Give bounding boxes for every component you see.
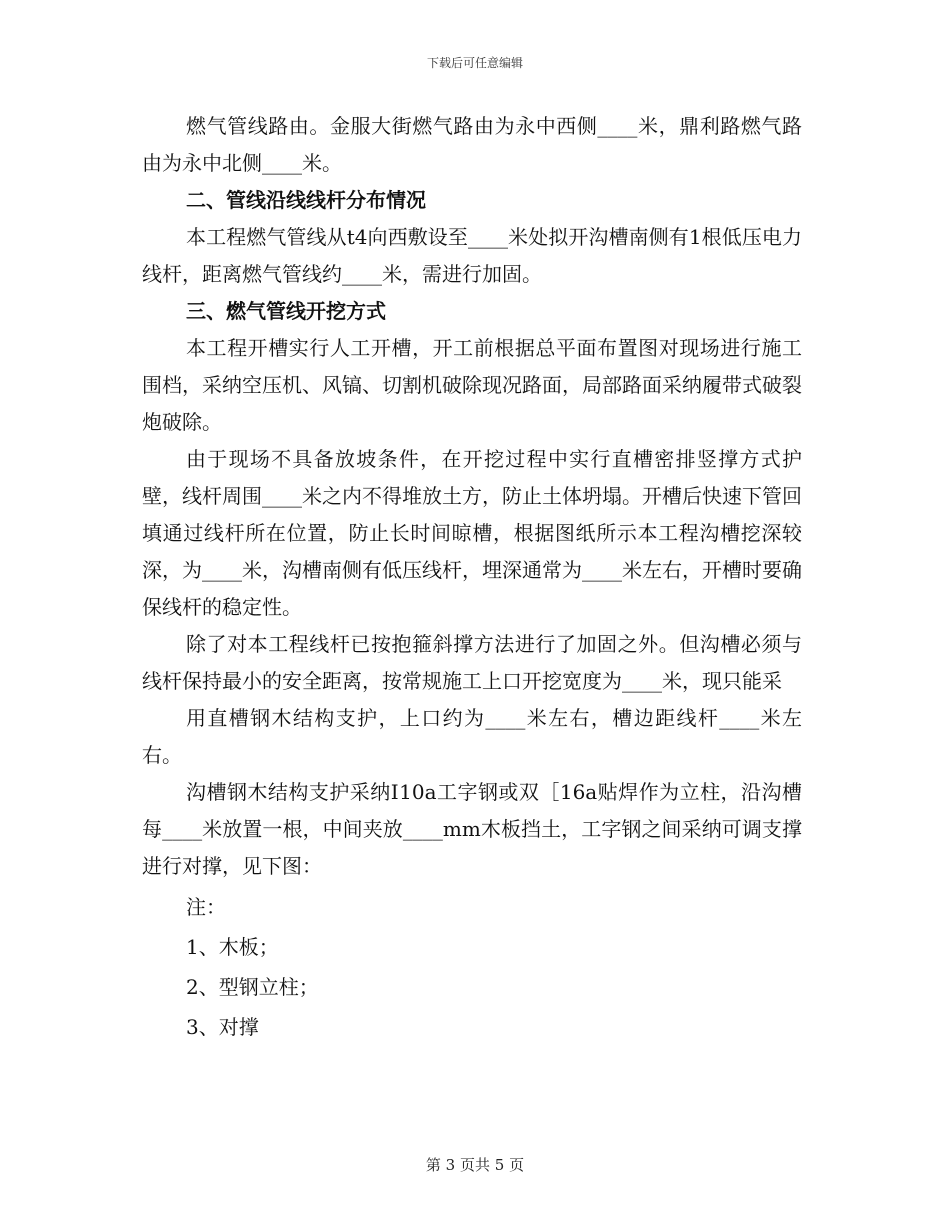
- paragraph-pole-distribution: 本工程燃气管线从t4向西敷设至____米处拟开沟槽南侧有1根低压电力线杆，距离燃气管线约____米，需进行加固。: [142, 225, 802, 286]
- note-label: 注：: [186, 895, 226, 919]
- document-body: [142, 108, 802, 1047]
- page-header: 下载后可任意编辑: [426, 56, 523, 70]
- note-item: 2、型钢立柱；: [186, 975, 319, 999]
- page-footer: 第 3 页共 5 页: [425, 1156, 525, 1174]
- paragraph-trench-method: 本工程开槽实行人工开槽，开工前根据总平面布置图对现场进行施工围档，采纳空压机、风镐、切割机破除现况路面，局部路面采纳履带式破裂炮破除。: [142, 336, 802, 434]
- note-item: 3、对撑: [186, 1015, 259, 1039]
- paragraph-gas-route: 燃气管线路由。金服大街燃气路由为永中西侧____米，鼎利路燃气路由为永中北侧____米。: [142, 114, 802, 175]
- section-heading-2: 二、管线沿线线杆分布情况: [186, 188, 426, 212]
- paragraph-support-structure: 用直槽钢木结构支护，上口约为____米左右，槽边距线杆____米左右。: [142, 706, 802, 767]
- section-heading-3: 三、燃气管线开挖方式: [186, 299, 386, 323]
- note-item: 1、木板；: [186, 935, 279, 959]
- paragraph-safety-distance: 除了对本工程线杆已按抱箍斜撑方法进行了加固之外。但沟槽必须与线杆保持最小的安全距离，按常规施工上口开挖宽度为____米，现只能采: [142, 632, 802, 693]
- paragraph-shoring: 由于现场不具备放坡条件，在开挖过程中实行直槽密排竖撑方式护壁，线杆周围____米之内不得堆放土方，防止土体坍塌。开槽后快速下管回填通过线杆所在位置，防止长时间晾槽，根据图纸所示本工程沟槽挖深较深，为____米，沟槽南侧有低压线杆，埋深通常为____米左右，开槽时要确保线杆的稳定性。: [142, 447, 802, 619]
- paragraph-steel-support: 沟槽钢木结构支护采纳Ⅰ10a工字钢或双［16a贴焊作为立柱，沿沟槽每____米放置一根，中间夹放____mm木板挡土，工字钢之间采纳可调支撑进行对撑，见下图：: [142, 780, 802, 878]
